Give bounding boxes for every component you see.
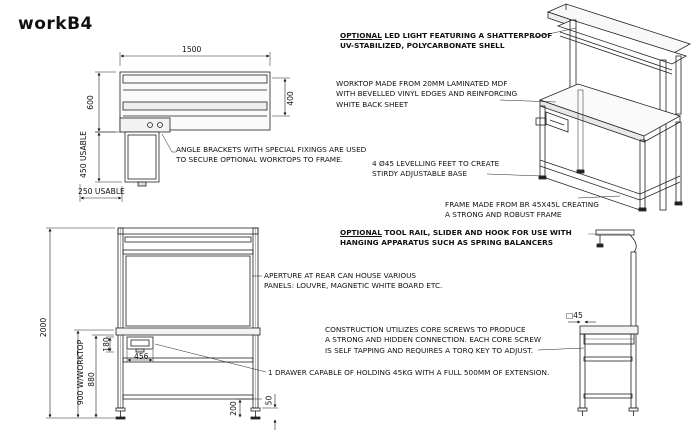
note-construction: CONSTRUCTION UTILIZES CORE SCREWS TO PRODUCE A STRONG AND HIDDEN CONNECTION. EACH CORE SCREW IS SELF TAPPING AND REQUIRES A TORQ KEY TO ADJUST. (325, 325, 542, 355)
note-angle-brackets: ANGLE BRACKETS WITH SPECIAL FIXINGS ARE USED TO SECURE OPTIONAL WORKTOPS TO FRAME. (176, 145, 367, 165)
note-frame: FRAME MADE FROM BR 45X45L CREATING A STRONG AND ROBUST FRAME (445, 200, 599, 220)
dimension-400: 400 (285, 91, 295, 106)
note-levelling-feet: 4 Ø45 LEVELLING FEET TO CREATE STIRDY ADJUSTABLE BASE (372, 159, 500, 179)
dimension-depth: 600 (85, 95, 95, 110)
dimension-200: 200 (228, 401, 238, 416)
dimension-50: 50 (264, 395, 274, 406)
note-led-light: OPTIONAL LED LIGHT FEATURING A SHATTERPROOF UV-STABILIZED, POLYCARBONATE SHELL (340, 31, 553, 51)
dimension-900-worktop: 900 W/WORKTOP (76, 339, 86, 406)
dimension-profile-45: □45 (566, 311, 583, 320)
note-worktop: WORKTOP MADE FROM 20MM LAMINATED MDF WITH BEVELLED VINYL EDGES AND REINFORCING WHITE BACK SHEET (336, 79, 518, 109)
dimension-250-usable: 250 USABLE (78, 187, 125, 196)
note-drawer: 1 DRAWER CAPABLE OF HOLDING 45KG WITH A FULL 500MM OF EXTENSION. (268, 368, 550, 377)
dimension-2000: 2000 (39, 317, 49, 338)
plan-view (80, 52, 290, 202)
dimension-450-usable: 450 USABLE (78, 131, 88, 178)
dimension-180: 180 (101, 337, 111, 352)
note-tool-rail: OPTIONAL TOOL RAIL, SLIDER AND HOOK FOR USE WITH HANGING APPARATUS SUCH AS SPRING BALANCERS (340, 228, 572, 248)
note-aperture: APERTURE AT REAR CAN HOUSE VARIOUS PANELS: LOUVRE, MAGNETIC WHITE BOARD ETC. (264, 271, 443, 291)
side-view (538, 230, 638, 416)
dimension-width: 1500 (182, 45, 202, 54)
page-title: workB4 (18, 14, 93, 34)
dimension-456: 456 (134, 352, 149, 361)
dimension-880: 880 (86, 372, 96, 387)
